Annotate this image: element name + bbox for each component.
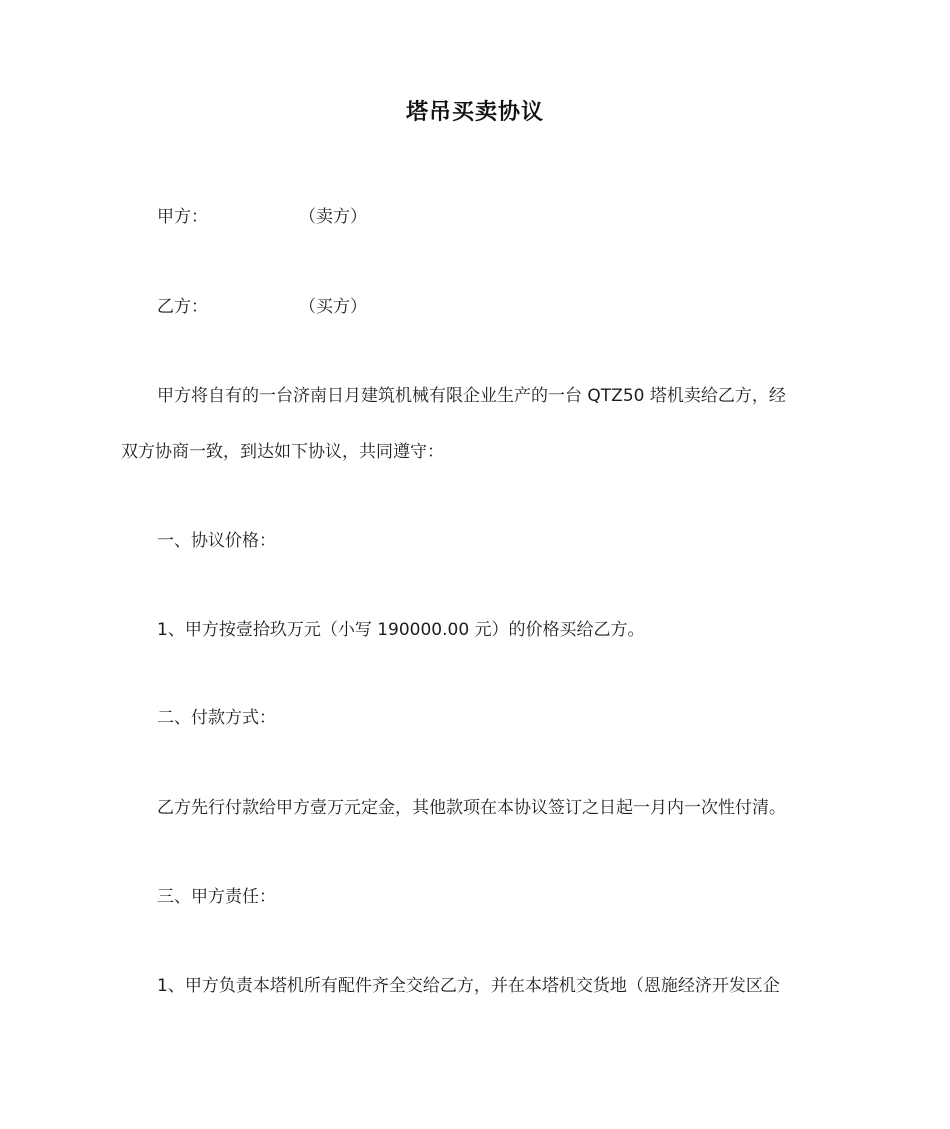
party-b-label: 乙方： bbox=[157, 297, 208, 317]
party-a-label: 甲方： bbox=[157, 207, 208, 227]
document-title: 塔吊买卖协议 bbox=[405, 100, 544, 125]
intro-paragraph-line-2: 双方协商一致，到达如下协议，共同遵守： bbox=[121, 442, 444, 462]
section-body-price: 1、甲方按壹拾玖万元（小写 190000.00 元）的价格买给乙方。 bbox=[157, 620, 645, 640]
section-heading-seller-duty: 三、甲方责任： bbox=[157, 887, 276, 907]
party-a-role: （卖方） bbox=[299, 207, 367, 227]
party-b-role: （买方） bbox=[299, 297, 367, 317]
section-heading-price: 一、协议价格： bbox=[157, 531, 276, 551]
party-a-line bbox=[157, 205, 367, 229]
intro-paragraph-line-1: 甲方将自有的一台济南日月建筑机械有限企业生产的一台 QTZ50 塔机卖给乙方，经 bbox=[157, 386, 786, 406]
section-heading-payment: 二、付款方式： bbox=[157, 708, 276, 728]
section-body-payment: 乙方先行付款给甲方壹万元定金，其他款项在本协议签订之日起一月内一次性付清。 bbox=[157, 798, 786, 818]
section-body-seller-duty: 1、甲方负责本塔机所有配件齐全交给乙方，并在本塔机交货地（恩施经济开发区企 bbox=[157, 976, 780, 996]
party-b-line bbox=[157, 295, 367, 319]
